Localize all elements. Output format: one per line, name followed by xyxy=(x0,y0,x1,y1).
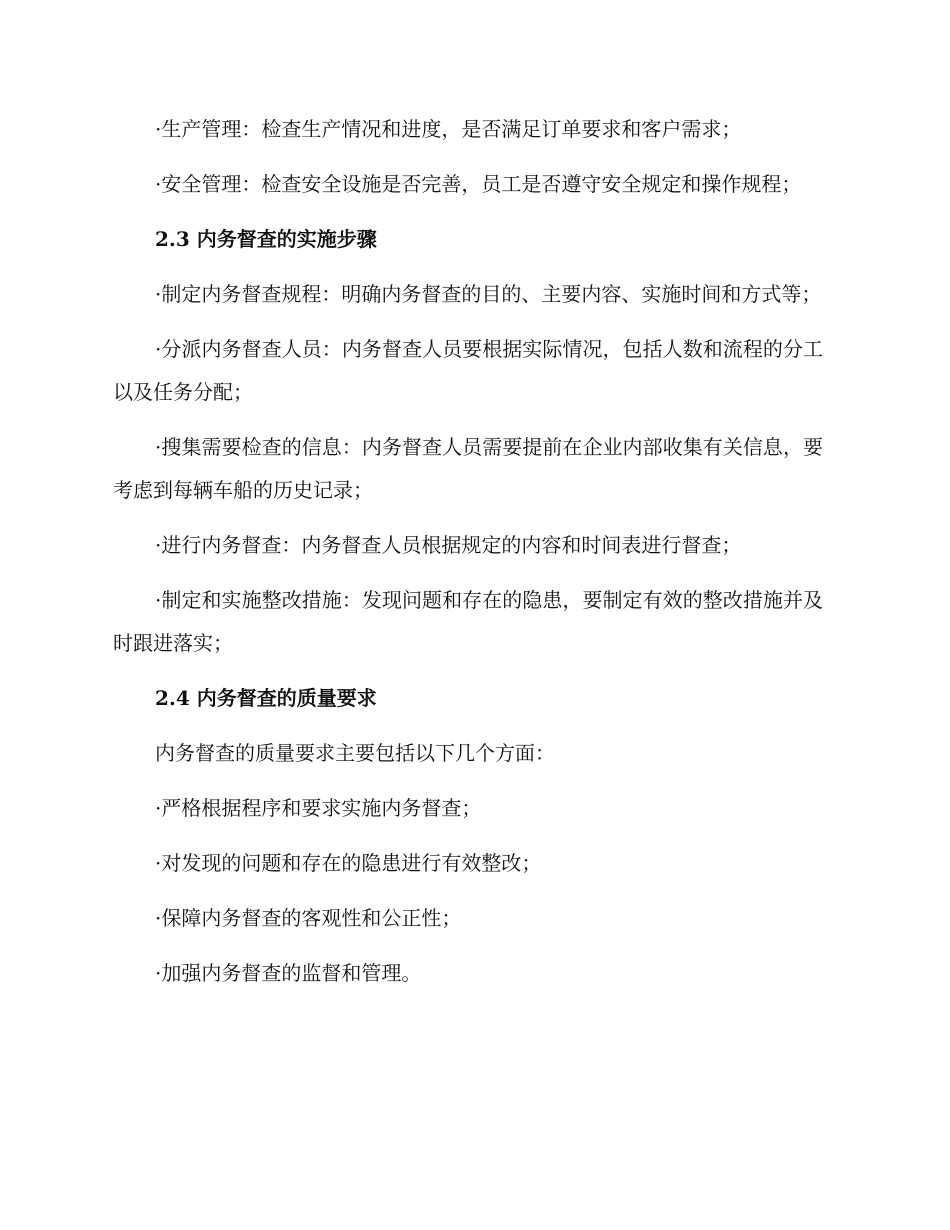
paragraph-quality-item-1: ·严格根据程序和要求实施内务督查； xyxy=(155,796,482,820)
paragraph-define-procedure: ·制定内务督查规程：明确内务督查的目的、主要内容、实施时间和方式等； xyxy=(155,282,822,306)
paragraph-conduct-inspection: ·进行内务督查：内务督查人员根据规定的内容和时间表进行督查； xyxy=(155,533,742,557)
paragraph-quality-item-4: ·加强内务督查的监督和管理。 xyxy=(155,961,422,985)
section-heading-2-3: 2.3 内务督查的实施步骤 xyxy=(155,227,377,251)
paragraph-safety-management: ·安全管理：检查安全设施是否完善，员工是否遵守安全规定和操作规程； xyxy=(155,172,802,196)
paragraph-production-management: ·生产管理：检查生产情况和进度，是否满足订单要求和客户需求； xyxy=(155,117,742,141)
paragraph-quality-item-2: ·对发现的问题和存在的隐患进行有效整改； xyxy=(155,851,542,875)
document-body xyxy=(113,108,823,1007)
paragraph-assign-staff: ·分派内务督查人员：内务督查人员要根据实际情况，包括人数和流程的分工以及任务分配； xyxy=(113,337,823,404)
paragraph-rectification: ·制定和实施整改措施：发现问题和存在的隐患，要制定有效的整改措施并及时跟进落实； xyxy=(113,588,823,655)
paragraph-quality-item-3: ·保障内务督查的客观性和公正性； xyxy=(155,906,462,930)
paragraph-collect-info: ·搜集需要检查的信息：内务督查人员需要提前在企业内部收集有关信息，要考虑到每辆车船的历史记录； xyxy=(113,435,823,502)
paragraph-quality-intro: 内务督查的质量要求主要包括以下几个方面： xyxy=(155,741,555,765)
section-heading-2-4: 2.4 内务督查的质量要求 xyxy=(155,686,377,710)
